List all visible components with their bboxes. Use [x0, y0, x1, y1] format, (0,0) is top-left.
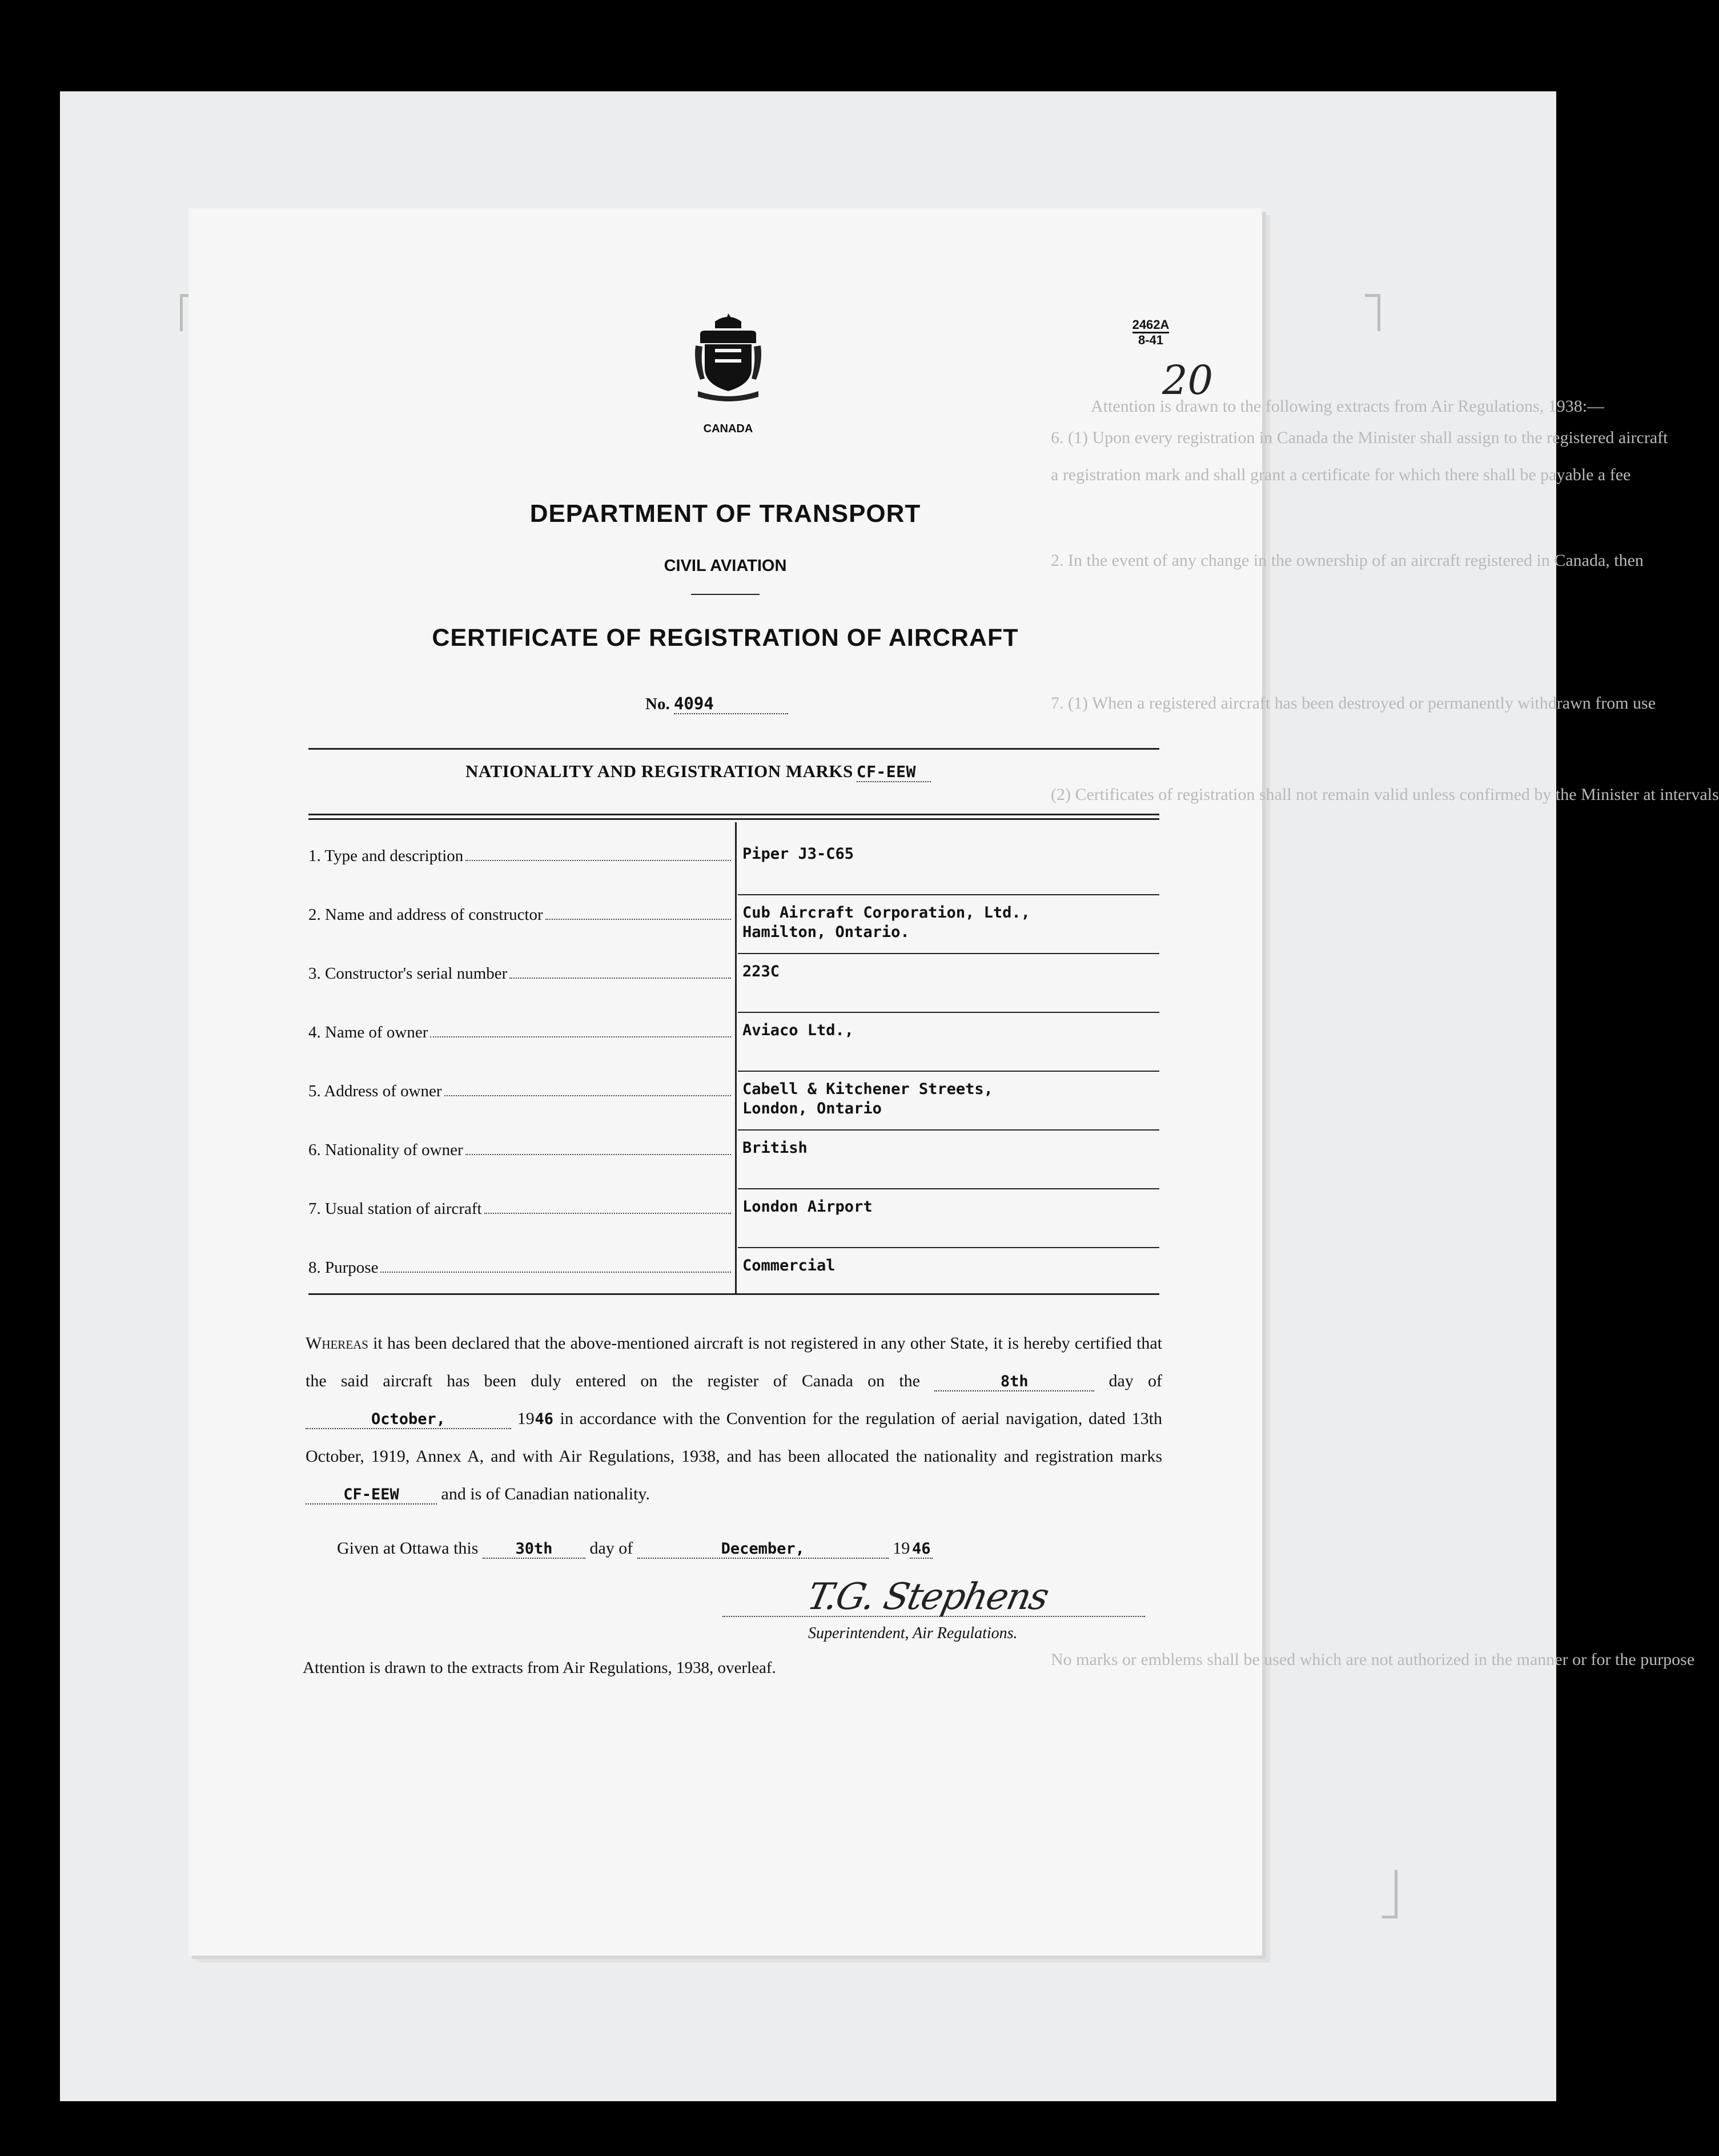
- issue-text: day of: [589, 1539, 633, 1558]
- bleed-through-text: 7. (1) When a registered aircraft has been destroyed or permanently withdrawn from use: [1051, 694, 1656, 713]
- certificate-sheet: [188, 208, 1719, 1956]
- row-value: Cabell & Kitchener Streets, London, Ontario: [742, 1080, 993, 1117]
- department-heading: DEPARTMENT OF TRANSPORT: [529, 500, 921, 528]
- row-value: Aviaco Ltd.,: [742, 1021, 854, 1039]
- country-label: CANADA: [703, 423, 753, 435]
- body-text: day of: [1108, 1371, 1163, 1390]
- issue-date-line: [337, 1539, 933, 1559]
- form-code-number: 2462A: [1132, 318, 1170, 333]
- divider: [308, 818, 1159, 820]
- particulars-row: [308, 1248, 1159, 1307]
- row-value: Cub Aircraft Corporation, Ltd., Hamilton, Ontario.: [742, 904, 1030, 941]
- row-label: 5. Address of owner: [308, 1082, 442, 1100]
- allocated-marks: CF-EEW: [306, 1486, 437, 1505]
- issue-text: Given at Ottawa this: [337, 1539, 479, 1558]
- issue-day: 30th: [483, 1540, 585, 1559]
- row-label: 7. Usual station of aircraft: [308, 1200, 482, 1218]
- registration-marks-label: NATIONALITY AND REGISTRATION MARKS: [465, 761, 853, 781]
- whereas-word: Whereas: [306, 1334, 368, 1353]
- body-text: and is of Canadian nationality.: [441, 1485, 650, 1503]
- registration-marks-value: CF-EEW: [857, 762, 931, 782]
- particulars-row: [308, 895, 1159, 954]
- row-label: 8. Purpose: [308, 1258, 379, 1277]
- entry-month: October,: [306, 1411, 511, 1429]
- crop-mark-bottom-right: [1382, 1870, 1397, 1918]
- particulars-row: [308, 1072, 1159, 1131]
- attention-note: Attention is drawn to the extracts from Air Regulations, 1938, overleaf.: [303, 1659, 776, 1677]
- certificate-number-label: No.: [645, 695, 670, 713]
- particulars-row: [308, 836, 1159, 895]
- certificate-number: [645, 694, 788, 714]
- bleed-through-text: a registration mark and shall grant a certificate for which there shall be payable a fee: [1051, 465, 1631, 484]
- divider: [308, 814, 1159, 815]
- bleed-through-text: Attention is drawn to the following extracts from Air Regulations, 1938:—: [1091, 397, 1605, 416]
- divider: [308, 748, 1159, 750]
- entry-year: 46: [535, 1410, 553, 1428]
- canada-coat-of-arms-icon: [692, 311, 764, 403]
- certificate-title: CERTIFICATE OF REGISTRATION OF AIRCRAFT: [432, 624, 1019, 651]
- form-code: [1125, 318, 1176, 347]
- division-heading: CIVIL AVIATION: [664, 557, 787, 575]
- row-value: Commercial: [742, 1257, 836, 1274]
- registration-marks-line: [465, 761, 931, 782]
- particulars-row: [308, 1013, 1159, 1072]
- body-text: it has been declared that the above-mentioned aircraft is not registered in any other State, it is hereby certified that the said aircraft has been duly entered on the register of Canada on the: [306, 1334, 1162, 1390]
- signatory-title: Superintendent, Air Regulations.: [808, 1624, 1018, 1642]
- particulars-table: [308, 836, 1159, 1307]
- row-value: London Airport: [742, 1198, 873, 1216]
- row-value: British: [742, 1139, 808, 1157]
- row-label: 2. Name and address of constructor: [308, 906, 543, 924]
- form-code-date: 8-41: [1138, 333, 1164, 348]
- bleed-through-text: 2. In the event of any change in the ownership of an aircraft registered in Canada, then: [1051, 551, 1644, 570]
- row-value: 223C: [742, 963, 780, 980]
- year-prefix: 19: [517, 1409, 535, 1428]
- row-value: Piper J3-C65: [742, 845, 854, 863]
- bleed-through-text: No marks or emblems shall be used which are not authorized in the manner or for the purpose: [1051, 1650, 1695, 1669]
- particulars-row: [308, 1131, 1159, 1189]
- particulars-row: [308, 1189, 1159, 1248]
- issue-year: 46: [910, 1540, 933, 1559]
- row-label: 1. Type and description: [308, 847, 464, 865]
- body-text: in accordance with the Convention for the regulation of aerial navigation, dated 13th October, 1919, Annex A, and with Air Regulations, 1938, and has been allocated the nationality and registration marks: [306, 1409, 1162, 1466]
- divider: [691, 594, 760, 595]
- divider: [308, 1293, 1159, 1295]
- year-prefix: 19: [893, 1539, 910, 1558]
- particulars-row: [308, 954, 1159, 1013]
- handwritten-note: 20: [1162, 357, 1214, 404]
- crop-mark-top-right: [1365, 294, 1380, 331]
- entry-day: 8th: [934, 1373, 1094, 1391]
- row-label: 6. Nationality of owner: [308, 1141, 463, 1159]
- handwritten-signature: T.G. Stephens: [804, 1576, 1052, 1618]
- row-label: 4. Name of owner: [308, 1023, 428, 1041]
- row-label: 3. Constructor's serial number: [308, 964, 508, 983]
- certification-paragraph: [306, 1325, 1162, 1513]
- issue-month: December,: [637, 1540, 889, 1559]
- bleed-through-text: 6. (1) Upon every registration in Canada the Minister shall assign to the registered aircraft: [1051, 428, 1668, 447]
- bleed-through-text: (2) Certificates of registration shall not remain valid unless confirmed by the Minister at intervals: [1051, 785, 1719, 804]
- certificate-number-value: 4094: [674, 694, 788, 714]
